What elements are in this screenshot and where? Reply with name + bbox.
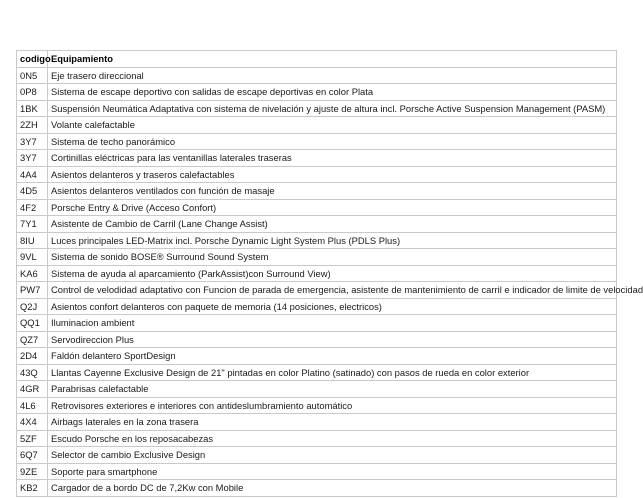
- table-row: [17, 216, 617, 233]
- cell-code[interactable]: 7Y1: [17, 216, 48, 233]
- cell-equipment[interactable]: Control de velodidad adaptativo con Funcion de parada de emergencia, asistente de mantenimiento de carril e indicador de limite de velocidad: [48, 282, 617, 299]
- cell-equipment[interactable]: Llantas Cayenne Exclusive Design de 21" pintadas en color Platino (satinado) con pasos de rueda en color exterior: [48, 364, 617, 381]
- table-row: [17, 315, 617, 332]
- table-row: [17, 348, 617, 365]
- table-row: [17, 150, 617, 167]
- cell-equipment[interactable]: Iluminacion ambient: [48, 315, 617, 332]
- cell-code[interactable]: 9ZE: [17, 463, 48, 480]
- cell-code[interactable]: 4L6: [17, 397, 48, 414]
- table-row: [17, 331, 617, 348]
- table-row: [17, 166, 617, 183]
- cell-equipment[interactable]: Eje trasero direccional: [48, 67, 617, 84]
- cell-equipment[interactable]: Cortinillas eléctricas para las ventanillas laterales traseras: [48, 150, 617, 167]
- cell-code[interactable]: 4F2: [17, 199, 48, 216]
- cell-equipment[interactable]: Cargador de a bordo DC de 7,2Kw con Mobile: [48, 480, 617, 497]
- cell-code[interactable]: Q2J: [17, 298, 48, 315]
- cell-equipment[interactable]: Retrovisores exteriores e interiores con antideslumbramiento automático: [48, 397, 617, 414]
- table-row: [17, 282, 617, 299]
- cell-code[interactable]: QQ1: [17, 315, 48, 332]
- cell-equipment[interactable]: Sistema de techo panorámico: [48, 133, 617, 150]
- cell-equipment[interactable]: Asientos delanteros y traseros calefactables: [48, 166, 617, 183]
- cell-equipment[interactable]: Asistente de Cambio de Carril (Lane Change Assist): [48, 216, 617, 233]
- cell-equipment[interactable]: Sistema de escape deportivo con salidas de escape deportivas en color Plata: [48, 84, 617, 101]
- table-row: [17, 84, 617, 101]
- cell-code[interactable]: PW7: [17, 282, 48, 299]
- table-row: [17, 232, 617, 249]
- table-row: [17, 364, 617, 381]
- cell-code[interactable]: 9VL: [17, 249, 48, 266]
- cell-code[interactable]: 43Q: [17, 364, 48, 381]
- table-row: [17, 265, 617, 282]
- table-body: [17, 67, 643, 496]
- cell-equipment[interactable]: Luces principales LED-Matrix incl. Porsche Dynamic Light System Plus (PDLS Plus): [48, 232, 617, 249]
- cell-equipment[interactable]: Airbags laterales en la zona trasera: [48, 414, 617, 431]
- header-code[interactable]: codigo: [17, 51, 48, 68]
- equipment-spreadsheet: [16, 50, 643, 497]
- cell-equipment[interactable]: Servodireccion Plus: [48, 331, 617, 348]
- cell-code[interactable]: 4X4: [17, 414, 48, 431]
- cell-equipment[interactable]: Parabrisas calefactable: [48, 381, 617, 398]
- table-row: [17, 183, 617, 200]
- cell-code[interactable]: 8IU: [17, 232, 48, 249]
- cell-code[interactable]: 0P8: [17, 84, 48, 101]
- cell-code[interactable]: 3Y7: [17, 150, 48, 167]
- cell-code[interactable]: 2ZH: [17, 117, 48, 134]
- table-row: [17, 397, 617, 414]
- cell-equipment[interactable]: Escudo Porsche en los reposacabezas: [48, 430, 617, 447]
- table-row: [17, 430, 617, 447]
- cell-code[interactable]: 0N5: [17, 67, 48, 84]
- table-row: [17, 414, 617, 431]
- cell-code[interactable]: 2D4: [17, 348, 48, 365]
- cell-code[interactable]: 3Y7: [17, 133, 48, 150]
- cell-equipment[interactable]: Sistema de ayuda al aparcamiento (ParkAssist)con Surround View): [48, 265, 617, 282]
- table-row: [17, 447, 617, 464]
- cell-code[interactable]: 6Q7: [17, 447, 48, 464]
- header-equipment[interactable]: Equipamiento: [48, 51, 617, 68]
- table-header-row: [17, 51, 617, 68]
- cell-equipment[interactable]: Selector de cambio Exclusive Design: [48, 447, 617, 464]
- equipment-table: [16, 50, 643, 497]
- cell-equipment[interactable]: Asientos confort delanteros con paquete de memoria (14 posiciones, electricos): [48, 298, 617, 315]
- cell-code[interactable]: 4GR: [17, 381, 48, 398]
- cell-code[interactable]: 5ZF: [17, 430, 48, 447]
- cell-equipment[interactable]: Faldón delantero SportDesign: [48, 348, 617, 365]
- table-row: [17, 199, 617, 216]
- cell-equipment[interactable]: Asientos delanteros ventilados con función de masaje: [48, 183, 617, 200]
- cell-code[interactable]: KB2: [17, 480, 48, 497]
- table-row: [17, 100, 617, 117]
- cell-code[interactable]: 1BK: [17, 100, 48, 117]
- cell-equipment[interactable]: Sistema de sonido BOSE® Surround Sound System: [48, 249, 617, 266]
- cell-code[interactable]: 4A4: [17, 166, 48, 183]
- table-row: [17, 381, 617, 398]
- table-row: [17, 298, 617, 315]
- table-row: [17, 480, 617, 497]
- cell-code[interactable]: 4D5: [17, 183, 48, 200]
- table-row: [17, 117, 617, 134]
- table-row: [17, 67, 617, 84]
- table-row: [17, 249, 617, 266]
- cell-code[interactable]: QZ7: [17, 331, 48, 348]
- cell-equipment[interactable]: Soporte para smartphone: [48, 463, 617, 480]
- cell-equipment[interactable]: Volante calefactable: [48, 117, 617, 134]
- cell-code[interactable]: KA6: [17, 265, 48, 282]
- cell-equipment[interactable]: Suspensión Neumática Adaptativa con sistema de nivelación y ajuste de altura incl. Porsche Active Suspension Management (PASM): [48, 100, 617, 117]
- table-row: [17, 133, 617, 150]
- table-row: [17, 463, 617, 480]
- cell-equipment[interactable]: Porsche Entry & Drive (Acceso Confort): [48, 199, 617, 216]
